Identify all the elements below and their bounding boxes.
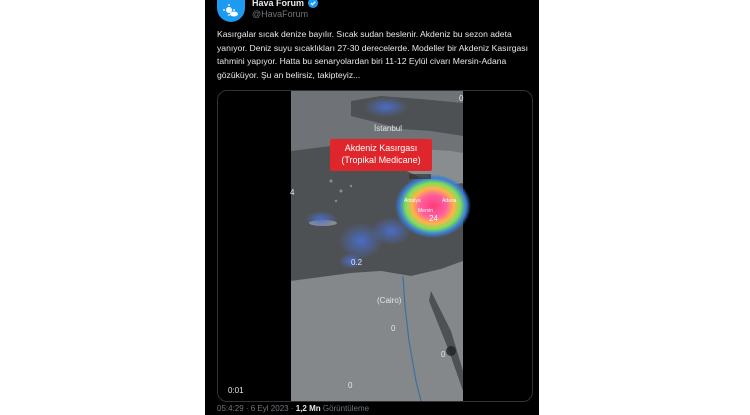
avatar[interactable]	[217, 0, 245, 22]
video-player[interactable]	[217, 90, 533, 402]
city-label-adana: Adana	[442, 198, 457, 204]
banner-line2: (Tropikal Medicane)	[341, 154, 421, 165]
views-label: Görüntüleme	[320, 404, 370, 413]
map-value-label: 0	[348, 381, 353, 390]
tweet-card[interactable]	[205, 0, 539, 415]
map-value-label: 4	[290, 188, 295, 197]
sun-cloud-icon	[223, 4, 239, 18]
tweet-footer	[217, 404, 369, 413]
play-icon[interactable]	[446, 345, 456, 357]
city-label-mersin: Mersin	[418, 208, 434, 214]
verified-badge-icon	[308, 0, 318, 8]
tweet-timestamp[interactable]: 05:4:29 · 6 Eyl 2023 ·	[217, 404, 296, 413]
account-handle[interactable]: @HavaForum	[252, 9, 309, 19]
video-duration: 0:01	[228, 386, 244, 395]
city-label-istanbul: İstanbul	[374, 124, 403, 133]
map-value-label: 0.2	[351, 258, 363, 267]
map-value-label: 0	[459, 94, 464, 103]
city-label-cairo: (Cairo)	[377, 296, 402, 305]
view-count: 1,2 Mn	[295, 404, 321, 413]
account-name[interactable]: Hava Forum	[252, 0, 305, 8]
banner-line1: Akdeniz Kasırgası	[344, 143, 418, 153]
map-value-label: 0	[441, 350, 446, 359]
tweet-text: Kasırgalar sıcak denize bayılır. Sıcak sudan beslenir. Akdeniz bu sezon adeta yanıyor. Deniz suyu sıcaklıkları 27-30 derecelerde. Modeller bir Akdeniz Kasırgası tahmini yapıyor. Hatta bu senaryolardan biri 11-12 Eylül civarı Mersin-Adana gözüküyor. Şu an belirsiz, takipteyiz...	[217, 29, 528, 80]
map-value-label: 0	[391, 324, 396, 333]
city-label-antalya: Antalya	[404, 198, 421, 204]
storm-value-label: 24	[429, 214, 438, 223]
storm-banner	[330, 139, 432, 171]
weather-map	[291, 91, 463, 401]
